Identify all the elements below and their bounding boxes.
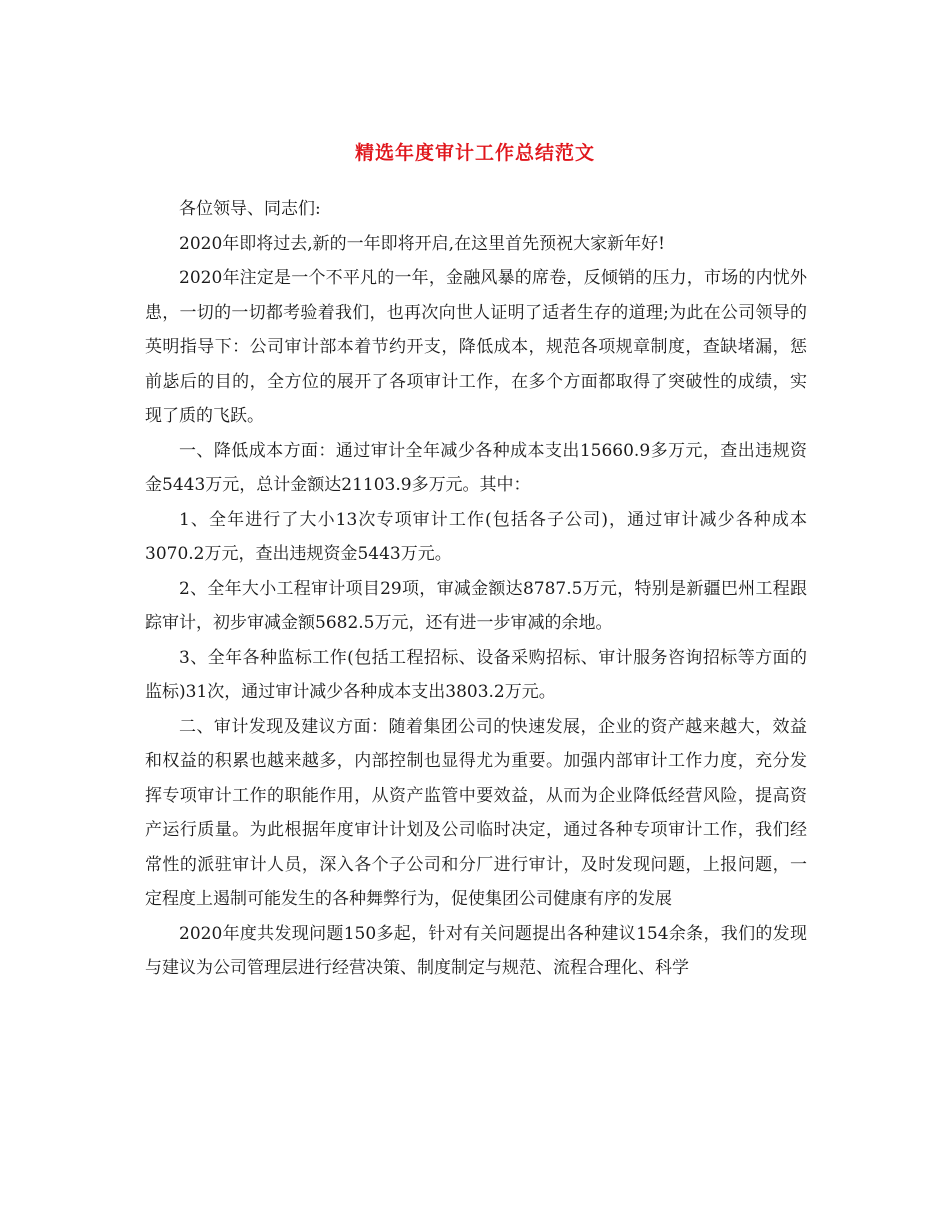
cost-reduction-paragraph: 一、降低成本方面：通过审计全年减少各种成本支出15660.9多万元，查出违规资金5443万元，总计金额达21103.9多万元。其中： [145,440,807,495]
overview-paragraph: 2020年注定是一个不平凡的一年，金融风暴的席卷，反倾销的压力，市场的内忧外患，一切的一切都考验着我们，也再次向世人证明了适者生存的道理;为此在公司领导的英明指导下：公司审计部本着节约开支，降低成本，规范各项规章制度，查缺堵漏，惩前毖后的目的，全方位的展开了各项审计工作，在多个方面都取得了突破性的成绩，实现了质的飞跃。 [145,268,807,426]
greeting-paragraph: 各位领导、同志们: [179,199,321,219]
engineering-audit-paragraph: 2、全年大小工程审计项目29项，审减金额达8787.5万元，特别是新疆巴州工程跟踪审计，初步审减金额5682.5万元，还有进一步审减的余地。 [145,578,807,633]
annual-issues-paragraph: 2020年度共发现问题150多起，针对有关问题提出各种建议154余条，我们的发现与建议为公司管理层进行经营决策、制度制定与规范、流程合理化、科学 [145,923,807,978]
findings-paragraph: 二、审计发现及建议方面：随着集团公司的快速发展，企业的资产越来越大，效益和权益的积累也越来越多，内部控制也显得尤为重要。加强内部审计工作力度，充分发挥专项审计工作的职能作用，从资产监管中要效益，从而为企业降低经营风险，提高资产运行质量。为此根据年度审计计划及公司临时决定，通过各种专项审计工作，我们经常性的派驻审计人员，深入各个子公司和分厂进行审计，及时发现问题，上报问题，一定程度上遏制可能发生的各种舞弊行为，促使集团公司健康有序的发展 [145,716,807,909]
opening-paragraph: 2020年即将过去,新的一年即将开启,在这里首先预祝大家新年好! [179,233,665,254]
special-audit-paragraph: 1、全年进行了大小13次专项审计工作(包括各子公司)，通过审计减少各种成本3070.2万元，查出违规资金5443万元。 [145,509,807,564]
bid-supervision-paragraph: 3、全年各种监标工作(包括工程招标、设备采购招标、审计服务咨询招标等方面的监标)31次，通过审计减少各种成本支出3803.2万元。 [145,647,807,702]
document-body [145,192,807,986]
document-title: 精选年度审计工作总结范文 [354,142,595,164]
